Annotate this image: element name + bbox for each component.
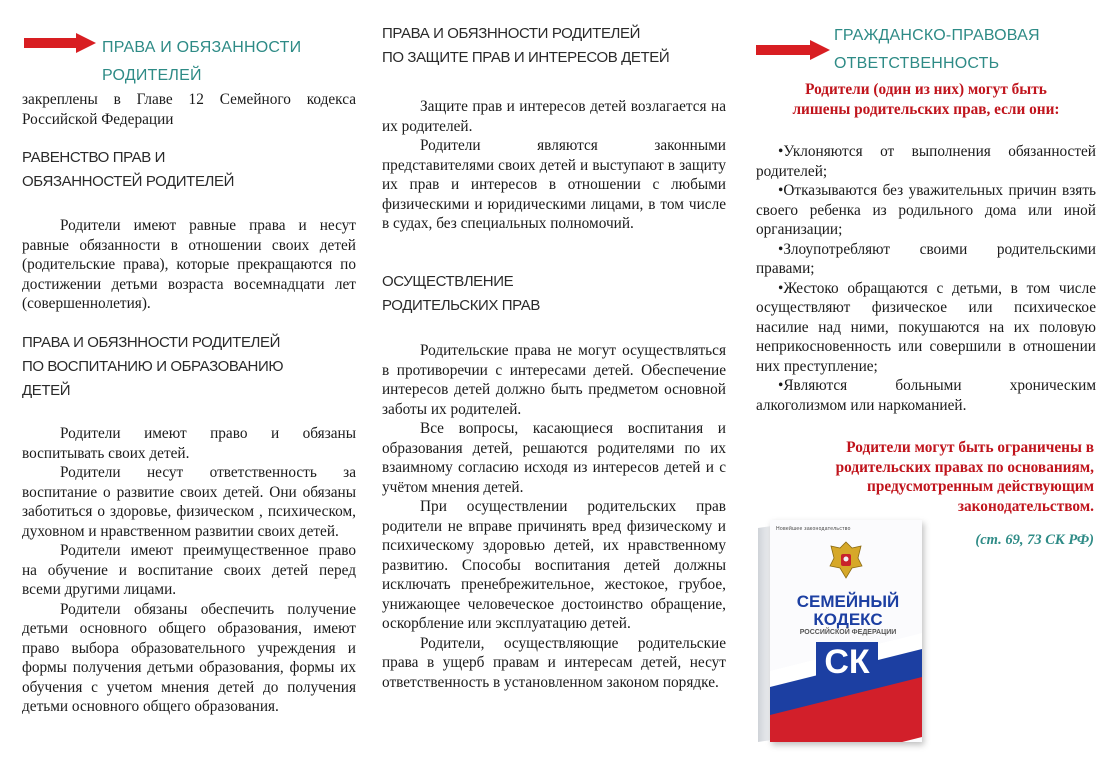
restriction-note: Родители могут быть ограничены в родительских правах по основаниям, предусмотренным действующим законодательством. [835,439,1094,515]
list-item: •Жестоко обращаются с детьми, в том числе осуществляют физическое или психическое насилие над ними, покушаются на их половую неприкосновенность или совершили в отношении них преступление; [756,279,1096,375]
paragraph: Защите прав и интересов детей возлагается на их родителей. [382,98,726,135]
book-cover [770,520,922,742]
book-series-label: Новейшее законодательство [776,526,851,532]
paragraph-group [382,97,726,234]
paragraph-group [382,341,726,692]
section-title: ГРАЖДАНСКО-ПРАВОВАЯ ОТВЕТСТВЕННОСТЬ [834,27,1040,72]
family-code-book-image [758,520,924,744]
paragraph: Родительские права не могут осуществляться в противоречии с интересами детей. Обеспечение интересов детей должно быть предметом основной заботы их родителей. [382,342,726,418]
list-item: •Злоупотребляют своими родительскими правами; [756,240,1096,277]
book-title-line3: РОССИЙСКОЙ ФЕДЕРАЦИИ [799,629,897,636]
paragraph: Все вопросы, касающиеся воспитания и образования детей, решаются родителями по их взаимному согласию исходя из интересов детей и с учётом мнения детей. [382,420,726,496]
paragraph: Родители имеют преимущественное право на обучение и воспитание своих детей перед всеми другими лицами. [22,542,356,598]
paragraph: Родители имеют право и обязаны воспитывать своих детей. [22,425,356,462]
article-reference: (ст. 69, 73 СК РФ) [975,532,1094,548]
book-title-line1: СЕМЕЙНЫЙ [796,592,900,611]
subheading-upbringing: ПРАВА И ОБЯЗННОСТИ РОДИТЕЛЕЙ ПО ВОСПИТАНИЮ И ОБРАЗОВАНИЮ ДЕТЕЙ [22,334,284,399]
paragraph: Родители имеют равные права и несут равные обязанности в отношении своих детей (родительские права), которые прекращаются по достижении детьми возраста восемнадцати лет (совершеннолетия). [22,217,356,312]
paragraph: Родители, осуществляющие родительские права в ущерб правам и интересам детей, несут ответственность в установленном законом порядке. [382,634,726,691]
list-item: •Отказываются без уважительных причин взять своего ребенка из родильного дома или иной организации; [756,182,1096,238]
book-title-line2: КОДЕКС [813,610,883,629]
red-arrow-icon [756,40,830,60]
bullet-list [756,142,1096,415]
paragraph-group [22,424,356,717]
paragraph: Родители являются законными представителями своих детей и выступают в защиту их прав и интересов в отношении с любыми физическими и юридическими лицами, в том числе в судах, без специальных полномочий. [382,137,726,232]
list-item: •Являются больными хроническим алкоголизмом или наркоманией. [756,377,1096,414]
section-title: ПРАВА И ОБЯЗАННОСТИ РОДИТЕЛЕЙ [102,39,302,84]
paragraph: Родители несут ответственность за воспитание о развитие своих детей. Они обязаны заботиться о здоровье, физическом , психическом, духовном и нравственном развитии своих детей. [22,464,356,540]
red-arrow-icon [24,33,96,53]
subheading-protection: ПРАВА И ОБЯЗННОСТИ РОДИТЕЛЕЙ ПО ЗАЩИТЕ ПРАВ И ИНТЕРЕСОВ ДЕТЕЙ [382,25,670,66]
intro-text: закреплены в Главе 12 Семейного кодекса Российской Федерации [22,91,356,128]
book-abbreviation: СК [816,642,878,682]
subheading-exercise: ОСУЩЕСТВЛЕНИЕ РОДИТЕЛЬСКИХ ПРАВ [382,273,540,314]
list-item: •Уклоняются от выполнения обязанностей родителей; [756,143,1096,180]
paragraph: Родители обязаны обеспечить получение детьми основного общего образования, имеют право выбора образовательного учреждения и формы получения детьми образования, формы их обучения с учетом мнения детей до получения детьми основного общего образования. [22,600,356,715]
coat-of-arms-icon [828,538,864,582]
subheading-equality: РАВЕНСТВО ПРАВ И ОБЯЗАННОСТЕЙ РОДИТЕЛЕЙ [22,149,234,190]
deprivation-lead: Родители (один из них) могут быть лишены родительских прав, если они: [792,81,1060,118]
paragraph: При осуществлении родительских прав родители не вправе причинять вред физическому и психическому здоровью детей, их нравственному развитию. Способы воспитания детей должны исключать пренебрежительное, жестокое, грубое, унижающее человеческое достоинство обращение, оскорбление или эксплуатацию детей. [382,498,726,632]
